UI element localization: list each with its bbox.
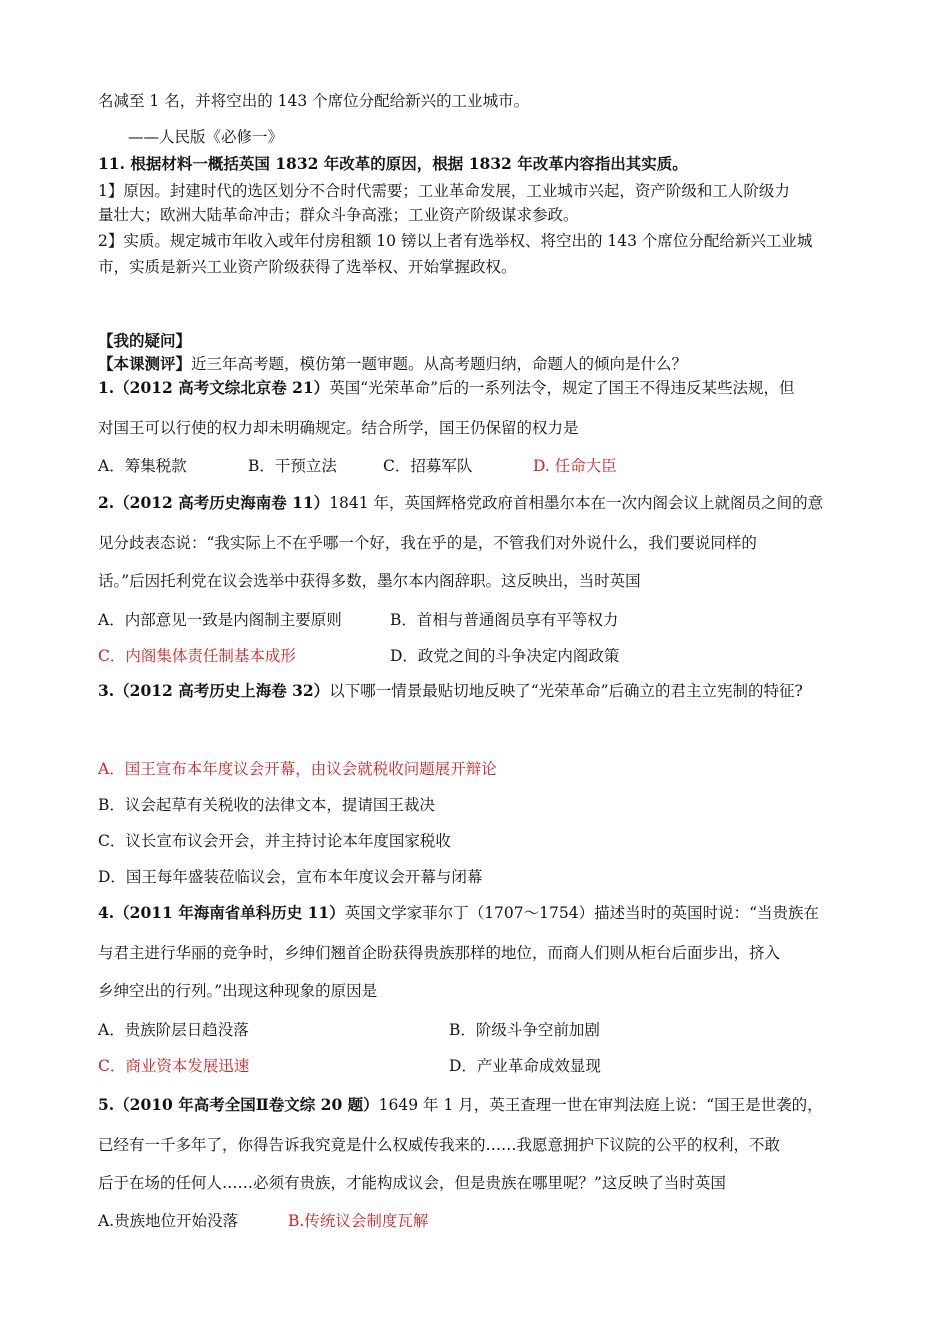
section-my-doubts: 【我的疑问】	[98, 331, 192, 350]
section-test-text: 近三年高考题，模仿第一题审题。从高考题归纳，命题人的倾向是什么？	[191, 355, 688, 373]
question-2-line2: 见分歧表态说：“我实际上不在乎哪一个好，我在乎的是，不管我们对外说什么，我们要说同样的	[98, 534, 757, 552]
question-1-text: 英国“光荣革命”后的一系列法令，规定了国王不得违反某些法规，但	[329, 379, 795, 397]
question-4-line2: 与君主进行华丽的竞争时，乡绅们翘首企盼获得贵族那样的地位，而商人们则从柜台后面步出，挤入	[98, 944, 781, 962]
question-1-option-b: B．干预立法	[248, 457, 337, 475]
question-2-line1	[98, 492, 823, 514]
question-3-option-c: C．议长宣布议会开会，并主持讨论本年度国家税收	[98, 832, 451, 850]
question-3-source: 3.（2012 高考历史上海卷 32）	[98, 681, 330, 700]
q11-answer-1-line2: 量壮大；欧洲大陆革命冲击；群众斗争高涨；工业资产阶级谋求参政。	[98, 206, 579, 224]
question-2-text: 1841 年，英国辉格党政府首相墨尔本在一次内阁会议上就阁员之间的意	[329, 494, 824, 512]
question-4-text: 英国文学家菲尔丁（1707～1754）描述当时的英国时说：“当贵族在	[344, 904, 820, 922]
question-4-option-d: D．产业革命成效显现	[449, 1057, 601, 1075]
question-1-line2: 对国王可以行使的权力却未明确规定。结合所学，国王仍保留的权力是	[98, 419, 579, 437]
question-1-source: 1.（2012 高考文综北京卷 21）	[98, 378, 330, 397]
question-3-line1	[98, 680, 803, 702]
intro-line: 名减至 1 名，并将空出的 143 个席位分配给新兴的工业城市。	[98, 92, 530, 110]
q11-answer-2-line1: 2】实质。规定城市年收入或年付房租额 10 镑以上者有选举权、将空出的 143 个席位分配给新兴工业城	[98, 232, 813, 250]
question-4-line1	[98, 902, 819, 924]
question-1-line1	[98, 377, 795, 399]
question-3-text: 以下哪一情景最贴切地反映了“光荣革命”后确立的君主立宪制的特征?	[329, 682, 803, 700]
question-4-option-a: A．贵族阶层日趋没落	[98, 1021, 249, 1039]
question-3-option-b: B．议会起草有关税收的法律文本，提请国王裁决	[98, 796, 435, 814]
question-5-line1	[98, 1094, 823, 1116]
question-2-option-b: B．首相与普通阁员享有平等权力	[390, 611, 619, 629]
question-1-option-d-answer: D. 任命大臣	[533, 457, 617, 475]
q11-answer-2-line2: 市，实质是新兴工业资产阶级获得了选举权、开始掌握政权。	[98, 258, 517, 276]
q11-title: 11. 根据材料一概括英国 1832 年改革的原因，根据 1832 年改革内容指出其实质。	[98, 154, 688, 173]
question-5-text: 1649 年 1 月，英王查理一世在审判法庭上说：“国王是世袭的，	[378, 1096, 823, 1114]
question-5-option-b-answer: B.传统议会制度瓦解	[288, 1212, 429, 1230]
question-1-option-c: C．招募军队	[383, 457, 473, 475]
question-4-option-b: B．阶级斗争空前加剧	[449, 1021, 600, 1039]
question-3-option-a-answer: A．国王宣布本年度议会开幕，由议会就税收问题展开辩论	[98, 760, 497, 778]
section-test-label: 【本课测评】	[98, 354, 192, 373]
question-2-option-a: A．内部意见一致是内阁制主要原则	[98, 611, 342, 629]
section-test-line	[98, 353, 687, 375]
question-5-option-a: A.贵族地位开始没落	[98, 1212, 239, 1230]
question-2-source: 2.（2012 高考历史海南卷 11）	[98, 493, 330, 512]
question-1-option-a: A．筹集税款	[98, 457, 187, 475]
question-4-line3: 乡绅空出的行列。”出现这种现象的原因是	[98, 982, 378, 1000]
question-2-line3: 话。”后因托利党在议会选举中获得多数，墨尔本内阁辞职。这反映出，当时英国	[98, 572, 641, 590]
question-3-option-d: D．国王每年盛装莅临议会，宣布本年度议会开幕与闭幕	[98, 868, 483, 886]
q11-answer-1-line1: 1】原因。封建时代的选区划分不合时代需要；工业革命发展，工业城市兴起，资产阶级和工人阶级力	[98, 182, 790, 200]
question-5-source: 5.（2010 年高考全国Ⅱ卷文综 20 题）	[98, 1095, 379, 1114]
question-4-option-c-answer: C．商业资本发展迅速	[98, 1057, 250, 1075]
question-5-line2: 已经有一千多年了，你得告诉我究竟是什么权威传我来的……我愿意拥护下议院的公平的权利，不敢	[98, 1136, 781, 1154]
question-2-option-c-answer: C．内阁集体责任制基本成形	[98, 647, 296, 665]
question-2-option-d: D．政党之间的斗争决定内阁政策	[390, 647, 620, 665]
source-citation: ——人民版《必修一》	[128, 128, 284, 146]
question-4-source: 4.（2011 年海南省单科历史 11）	[98, 903, 345, 922]
question-5-line3: 后于在场的任何人……必须有贵族，才能构成议会，但是贵族在哪里呢？”这反映了当时英国	[98, 1174, 726, 1192]
